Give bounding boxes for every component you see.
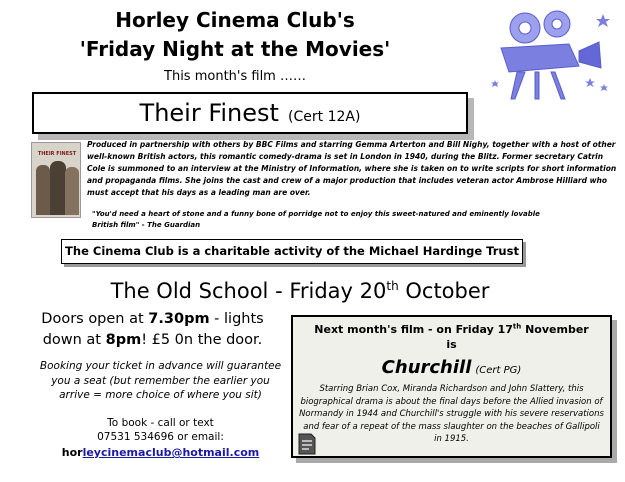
next-film-title: Churchill (Cert PG)	[381, 357, 522, 378]
film-cert: (Cert 12A)	[288, 109, 361, 125]
venue-date: The Old School - Friday 20th October	[110, 279, 490, 303]
poster-title: THEIR FINEST	[37, 151, 77, 157]
contact-line: To book - call or text	[107, 417, 214, 429]
booking-email: horleycinemaclub@hotmail.com	[61, 446, 260, 459]
document-icon	[298, 433, 316, 455]
booking-contact	[38, 416, 283, 444]
film-review-quote: "You'd need a heart of stone and a funny bone of porridge not to enjoy this sweet-natured and eminently lovable British film" - The Guardian	[92, 210, 540, 229]
booking-note: Booking your ticket in advance will guarantee you a seat (but remember the earlier you arrive = more choice of where you sit)	[39, 360, 282, 401]
club-title: Horley Cinema Club's	[115, 8, 355, 32]
next-film-cert: (Cert PG)	[475, 365, 522, 376]
doors-info: Doors open at 7.30pm - lights down at 8pm! £5 0n the door.	[41, 311, 264, 348]
this-month-label: This month's film ……	[164, 69, 306, 84]
next-film-description: Starring Brian Cox, Miranda Richardson and John Slattery, this biographical drama is about the final days before the Allied invasion of Normandy in 1944 and Churchill's struggle with his severe reservations and fear of a repeat of the mass slaughter on the beaches of Gallipoli in 1915.	[299, 384, 604, 444]
film-title-box	[32, 92, 468, 134]
film-description: Produced in partnership with others by BBC Films and starring Gemma Arterton and Bill Nighy, together with a host of other well-known British actors, this romantic comedy-drama is set in London in 1940, during the Blitz. Former secretary Catrin Cole is summoned to an interview at the Ministry of Information, where she is taken on to write scripts for short information and propaganda films. She joins the cast and crew of a major production that includes veteran actor Ambrose Hilliard who must accept that his days as a leading man are over.	[87, 140, 617, 197]
film-title: Their Finest	[139, 99, 279, 127]
contact-phone: 07531 534696 or email:	[97, 431, 224, 443]
series-title: 'Friday Night at the Movies'	[79, 37, 391, 61]
projector-icon	[487, 6, 612, 101]
next-month-heading: Next month's film - on Friday 17th November is	[314, 322, 589, 351]
email-link[interactable]: leycinemaclub@hotmail.com	[82, 446, 260, 459]
film-poster	[31, 142, 81, 218]
next-month-box	[291, 315, 612, 458]
charity-notice: The Cinema Club is a charitable activity of the Michael Hardinge Trust	[61, 239, 523, 264]
